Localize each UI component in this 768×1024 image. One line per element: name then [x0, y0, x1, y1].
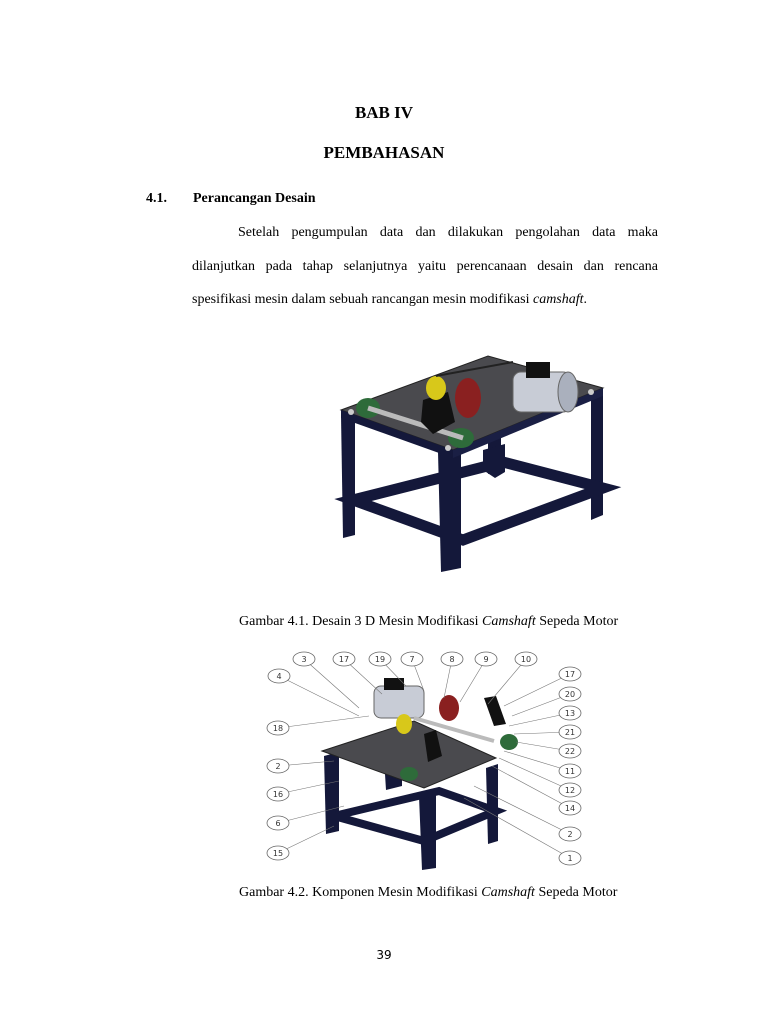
- bolt-icon: [445, 445, 451, 451]
- callout-number: 9: [483, 655, 489, 664]
- bearing: [400, 767, 418, 781]
- section-title: Perancangan Desain: [193, 191, 316, 206]
- callout-number: 16: [272, 790, 284, 799]
- callout-number: 8: [449, 655, 455, 664]
- motor-junction-box: [526, 362, 550, 378]
- machine-components-figure: [264, 646, 594, 871]
- callout-number: 2: [567, 830, 573, 839]
- callout-number: 13: [564, 709, 576, 718]
- caption-text: Gambar 4.2. Komponen Mesin Modifikasi: [239, 885, 482, 900]
- figure-1-caption: [239, 614, 618, 630]
- callout-number: 14: [564, 804, 576, 813]
- callout-leader: [504, 674, 570, 706]
- callout-number: 1: [567, 854, 573, 863]
- callout-number: 22: [564, 747, 576, 756]
- section-number: 4.1.: [146, 191, 167, 206]
- bolt-icon: [348, 409, 354, 415]
- caption-suffix: Sepeda Motor: [535, 614, 619, 629]
- caption-suffix: Sepeda Motor: [534, 885, 618, 900]
- bolt-icon: [588, 389, 594, 395]
- callout-leader: [304, 659, 359, 708]
- callout-number: 11: [564, 767, 576, 776]
- motor-fan-cover: [558, 372, 578, 412]
- table-leg-front-left: [341, 412, 355, 538]
- callout-number: 6: [275, 819, 281, 828]
- callout-number: 2: [275, 762, 281, 771]
- chapter-title: PEMBAHASAN: [323, 143, 445, 162]
- callout-number: 21: [564, 728, 576, 737]
- callout-number: 15: [272, 849, 284, 858]
- callout-number: 12: [564, 786, 576, 795]
- caption-italic-term: Camshaft: [481, 885, 535, 900]
- holder-plate: [484, 696, 506, 726]
- bracket: [483, 444, 505, 478]
- callout-number: 18: [272, 724, 284, 733]
- paragraph-line-2: dilanjutkan pada tahap selanjutnya yaitu perencanaan desain dan rencana: [192, 259, 658, 274]
- table-leg-right: [591, 388, 603, 520]
- caption-text: Gambar 4.1. Desain 3 D Mesin Modifikasi: [239, 614, 483, 629]
- callout-number: 19: [374, 655, 386, 664]
- figure-2-caption: [239, 885, 617, 901]
- table-leg: [419, 792, 436, 870]
- paragraph-line-3: [192, 292, 658, 308]
- paragraph-text: spesifikasi mesin dalam sebuah rancangan mesin modifikasi: [192, 292, 533, 307]
- lower-frame: [334, 791, 496, 841]
- machine-3d-figure: [273, 330, 623, 600]
- chapter-heading: BAB IV: [354, 103, 414, 122]
- motor-junction-box: [384, 678, 404, 690]
- callout-number: 7: [409, 655, 415, 664]
- table-leg-front: [438, 447, 461, 572]
- callout-number: 10: [520, 655, 532, 664]
- table-leg: [324, 752, 339, 834]
- callout-number: 17: [338, 655, 350, 664]
- callout-number: 3: [301, 655, 307, 664]
- red-pulley: [455, 378, 481, 418]
- callout-leader: [278, 716, 369, 728]
- red-pulley: [439, 695, 459, 721]
- callout-number: 17: [564, 670, 576, 679]
- paragraph-line-1: Setelah pengumpulan data dan dilakukan pengolahan data maka: [238, 225, 658, 240]
- yellow-pulley: [426, 376, 446, 400]
- callout-leader: [488, 659, 526, 704]
- callout-number: 20: [564, 690, 576, 699]
- bearing: [500, 734, 518, 750]
- electric-motor: [374, 686, 424, 718]
- paragraph-end: .: [583, 292, 588, 307]
- lower-frame: [353, 462, 603, 540]
- callout-number: 4: [276, 672, 282, 681]
- callout-leader: [464, 798, 573, 858]
- callout-leader: [499, 758, 570, 790]
- paragraph-italic-term: camshaft: [532, 292, 584, 307]
- caption-italic-term: Camshaft: [482, 614, 536, 629]
- page-number: 39: [376, 948, 392, 962]
- yellow-pulley: [396, 714, 412, 734]
- callout-leader: [279, 676, 359, 716]
